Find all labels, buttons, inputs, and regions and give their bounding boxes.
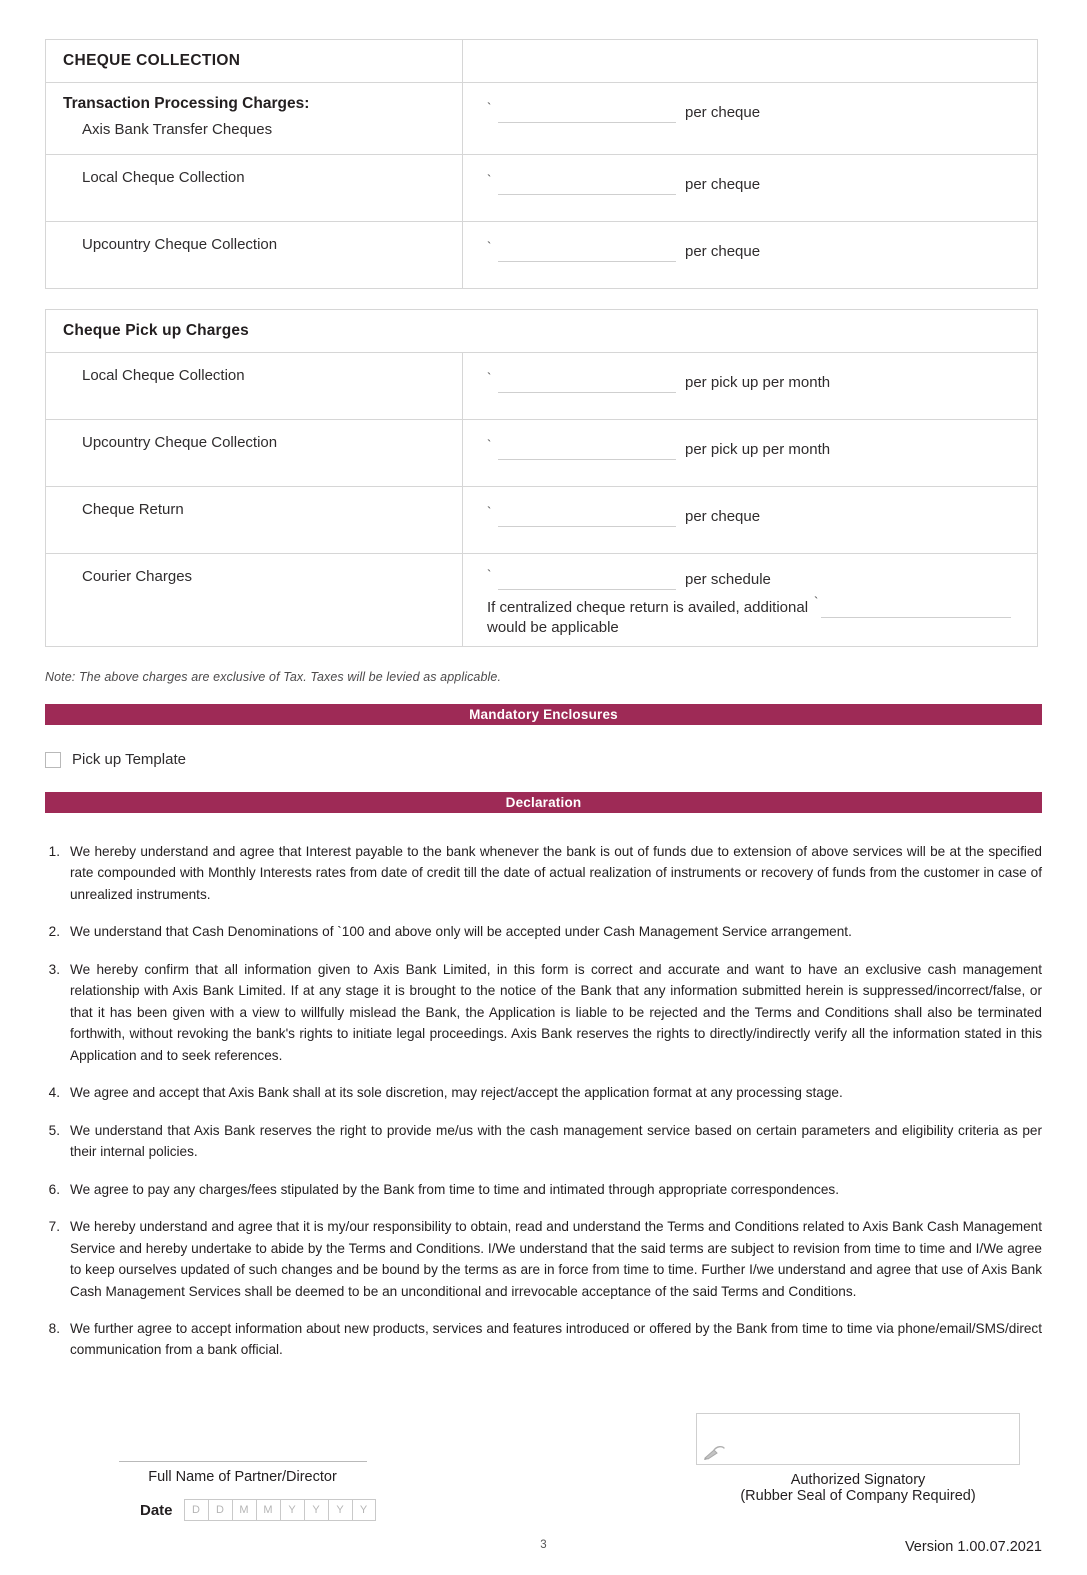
declaration-number: 1. [48, 844, 60, 859]
table-row [46, 222, 1038, 289]
table-row [46, 554, 1038, 647]
courier-extra-text-after: would be applicable [487, 619, 619, 636]
table-row [46, 353, 1038, 420]
authorized-signatory-label: Authorized Signatory [790, 1472, 926, 1488]
row-label-cheque-return: Cheque Return [82, 501, 184, 518]
amount-input-centralized-cheque-return[interactable] [821, 597, 1011, 618]
row-label-axis-bank-transfer-cheques: Axis Bank Transfer Cheques [82, 121, 273, 138]
full-name-label: Full Name of Partner/Director [148, 1469, 337, 1485]
amount-cell [463, 554, 1037, 646]
transaction-processing-charges-label: Transaction Processing Charges: [63, 95, 310, 112]
document-page [0, 39, 1087, 1575]
amount-input-cheque-return[interactable] [498, 506, 676, 527]
table-row [46, 155, 1038, 222]
date-box-y3[interactable]: Y [328, 1499, 352, 1521]
amount-input-axis-bank-transfer-cheques[interactable] [498, 102, 676, 123]
amount-input-pickup-local-cheque-collection[interactable] [498, 372, 676, 393]
amount-cell [463, 155, 1037, 211]
table-row [46, 420, 1038, 487]
date-box-y4[interactable]: Y [352, 1499, 376, 1521]
declaration-text: We understand that Cash Denominations of `100 and above only will be accepted under Cash Management Service arrangement. [70, 924, 852, 940]
unit-label: per schedule [685, 571, 771, 588]
enclosure-item-pickup-template[interactable] [45, 751, 1042, 768]
amount-input-upcountry-cheque-collection[interactable] [498, 241, 676, 262]
declaration-text: We agree and accept that Axis Bank shall at its sole discretion, may reject/accept the application format at any processing stage. [70, 1085, 843, 1101]
row-label-pickup-local-cheque-collection: Local Cheque Collection [82, 367, 245, 384]
rupee-icon: ` [487, 437, 492, 452]
amount-input-courier-charges[interactable] [498, 569, 676, 590]
declaration-item [45, 1082, 1042, 1103]
unit-label: per cheque [685, 243, 761, 260]
cheque-pickup-charges-title: Cheque Pick up Charges [63, 322, 249, 339]
signature-area [45, 1409, 1042, 1534]
rupee-icon: ` [487, 504, 492, 519]
declaration-item [45, 1216, 1042, 1302]
partner-director-block [95, 1461, 390, 1521]
table-row [46, 487, 1038, 554]
declaration-item [45, 841, 1042, 905]
declaration-item [45, 1179, 1042, 1200]
declaration-band: Declaration [45, 792, 1042, 813]
date-box-d1[interactable]: D [184, 1499, 208, 1521]
cheque-collection-title: CHEQUE COLLECTION [63, 52, 241, 69]
amount-cell [463, 83, 1037, 139]
row-label-courier-charges: Courier Charges [82, 568, 193, 585]
unit-label: per pick up per month [685, 441, 831, 458]
date-box-y1[interactable]: Y [280, 1499, 304, 1521]
amount-input-pickup-upcountry-cheque-collection[interactable] [498, 439, 676, 460]
enclosure-label: Pick up Template [72, 751, 186, 768]
declaration-number: 8. [48, 1320, 60, 1336]
mandatory-enclosures-band: Mandatory Enclosures [45, 704, 1042, 725]
rubber-seal-label: (Rubber Seal of Company Required) [740, 1488, 976, 1504]
authorized-signatory-block [674, 1413, 1042, 1504]
rupee-icon: ` [487, 567, 492, 582]
declaration-text: We further agree to accept information about new products, services and features introduced or offered by the Bank from time to time via phone/email/SMS/direct communication from a bank official. [70, 1320, 1042, 1358]
declaration-number: 3. [48, 961, 60, 977]
declaration-item [45, 1120, 1042, 1163]
amount-input-local-cheque-collection[interactable] [498, 174, 676, 195]
courier-extra-text-before: If centralized cheque return is availed, additional [487, 599, 809, 616]
signature-pen-icon [703, 1445, 729, 1461]
amount-cell [463, 487, 1037, 543]
cheque-pickup-charges-table [45, 309, 1038, 647]
cheque-collection-table [45, 39, 1038, 289]
table-header-row [46, 40, 1038, 83]
date-label: Date [140, 1501, 173, 1519]
date-row [95, 1499, 390, 1521]
rupee-icon: ` [814, 594, 819, 609]
amount-cell [463, 222, 1037, 278]
date-box-m1[interactable]: M [232, 1499, 256, 1521]
row-label-local-cheque-collection: Local Cheque Collection [82, 169, 245, 186]
declaration-number: 5. [48, 1122, 60, 1138]
declaration-list [45, 841, 1042, 1361]
date-box-d2[interactable]: D [208, 1499, 232, 1521]
rupee-icon: ` [487, 172, 492, 187]
amount-cell [463, 353, 1037, 409]
declaration-text: We hereby confirm that all information given to Axis Bank Limited, in this form is correct and accurate and want to have an exclusive cash management relationship with Axis Bank Limited. If at any stage it is brought to the notice of the Bank that any information submitted herein is suppressed/incorrect/false, or that it has been given with a view to willfully mislead the Bank, the Application is liable to be rejected and the Terms and Conditions shall also be terminated forthwith, without revoking the bank's rights to initiate legal proceedings. Axis Bank reserves the rights to directly/indirectly verify all the information stated in this Application and to seek references. [70, 961, 1042, 1063]
checkbox-pickup-template[interactable] [45, 752, 61, 768]
declaration-text: We agree to pay any charges/fees stipulated by the Bank from time to time and intimated through appropriate correspondences. [70, 1181, 839, 1197]
declaration-text: We understand that Axis Bank reserves the right to provide me/us with the cash management service based on certain parameters and eligibility criteria as per their internal policies. [70, 1122, 1042, 1160]
unit-label: per pick up per month [685, 374, 831, 391]
date-boxes [184, 1499, 376, 1521]
declaration-item [45, 959, 1042, 1066]
row-label-pickup-upcountry-cheque-collection: Upcountry Cheque Collection [82, 434, 278, 451]
page-footer [45, 1539, 1042, 1569]
table-header-row [46, 310, 1038, 353]
declaration-text: We hereby understand and agree that it is my/our responsibility to obtain, read and understand the Terms and Conditions related to Axis Bank Cash Management Service and hereby undertake to abide by the Terms and Conditions. I/We understand that the said terms are subject to revision from time to time and I/We agree to keep ourselves updated of such changes and be bound by the terms as are in force from time to time. Further I/we understand and agree that use of Axis Bank Cash Management Services shall be deemed to be an unconditional and irrevocable acceptance of the said Terms and Conditions. [70, 1219, 1042, 1299]
declaration-number: 6. [48, 1181, 60, 1197]
tax-note: Note: The above charges are exclusive of Tax. Taxes will be levied as applicable. [45, 670, 502, 684]
version-label: Version 1.00.07.2021 [904, 1539, 1042, 1555]
unit-label: per cheque [685, 176, 761, 193]
rupee-icon: ` [487, 239, 492, 254]
rupee-icon: ` [487, 370, 492, 385]
declaration-number: 2. [48, 924, 60, 940]
declaration-item [45, 1318, 1042, 1361]
signature-box[interactable] [696, 1413, 1020, 1465]
date-box-y2[interactable]: Y [304, 1499, 328, 1521]
declaration-text: We hereby understand and agree that Interest payable to the bank whenever the bank is out of funds due to extension of above services will be at the specified rate compounded with Monthly Interests rates from date of credit till the date of actual realization of instruments or recovery of funds from the customer in case of unrealized instruments. [70, 844, 1042, 902]
rupee-icon: ` [487, 100, 492, 115]
date-box-m2[interactable]: M [256, 1499, 280, 1521]
declaration-number: 7. [48, 1219, 60, 1235]
unit-label: per cheque [685, 508, 761, 525]
declaration-item [45, 921, 1042, 942]
row-label-upcountry-cheque-collection: Upcountry Cheque Collection [82, 236, 278, 253]
declaration-number: 4. [48, 1085, 60, 1101]
page-number: 3 [540, 1539, 547, 1551]
table-row [46, 83, 1038, 155]
amount-cell [463, 420, 1037, 476]
unit-label: per cheque [685, 104, 761, 121]
